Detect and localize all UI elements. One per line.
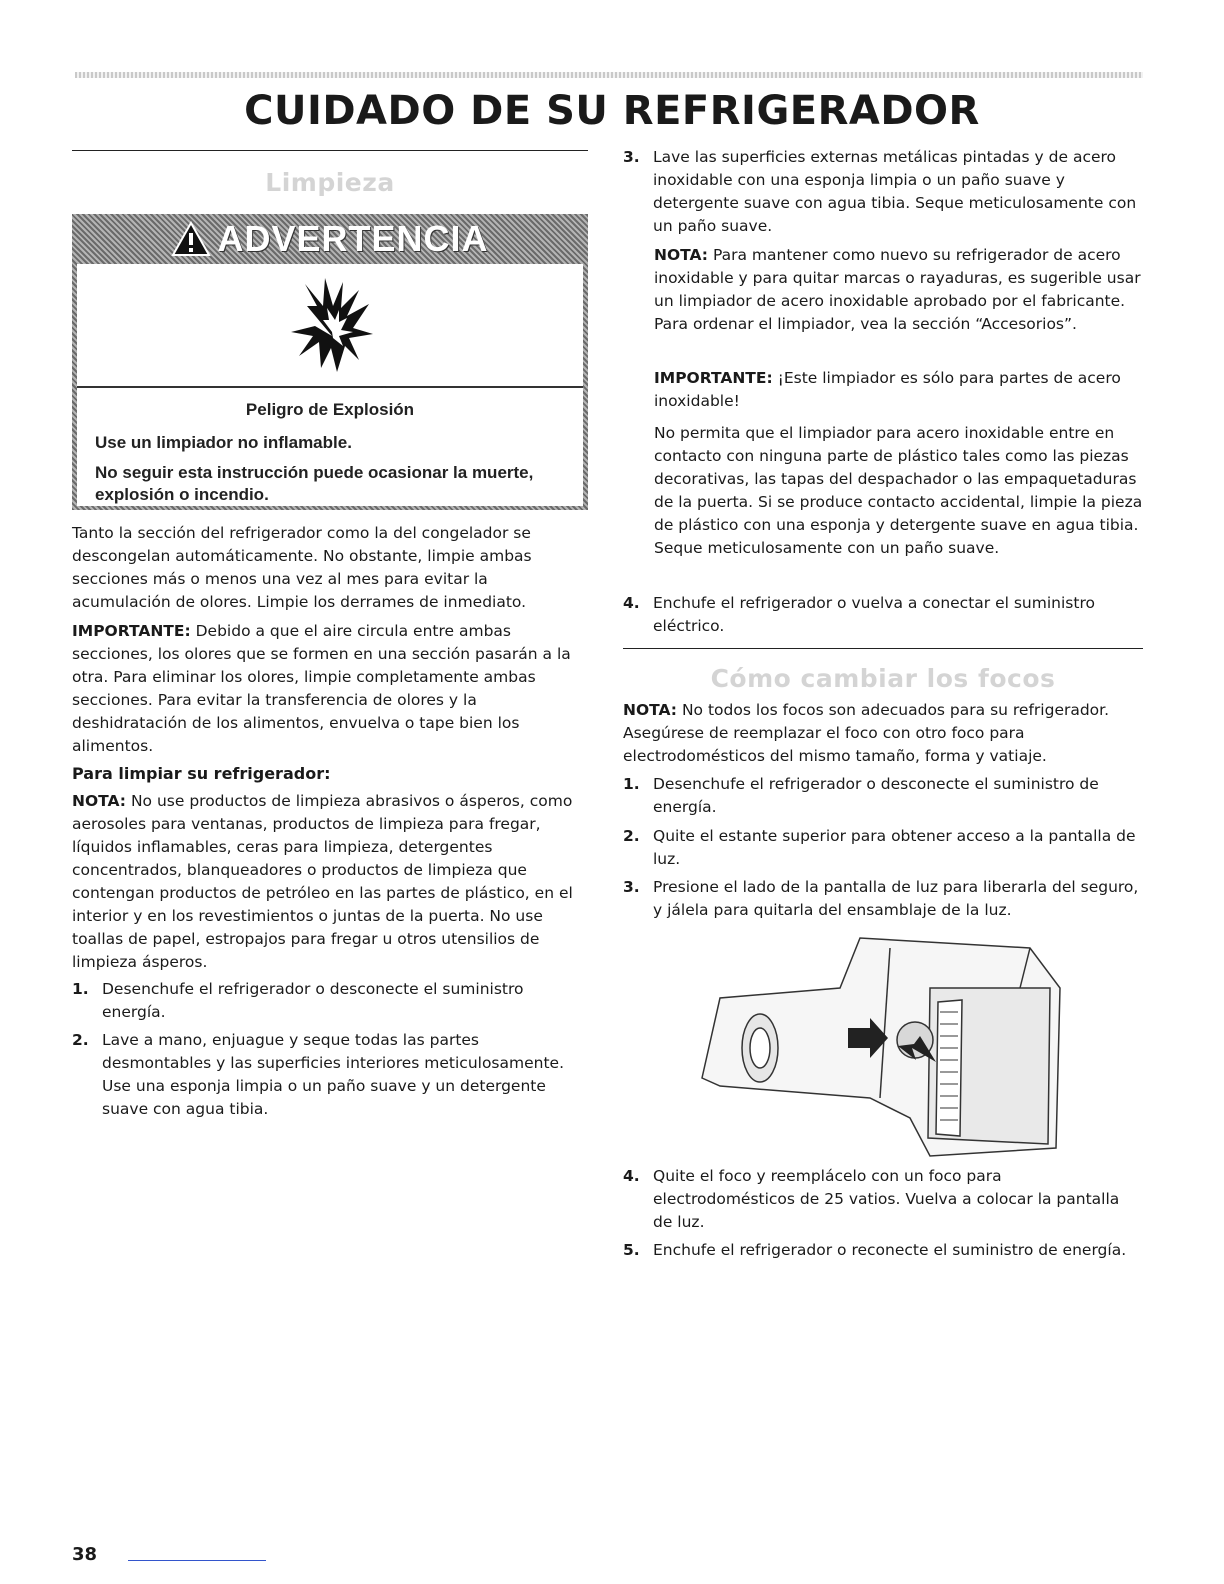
list-item <box>623 876 1143 922</box>
list-item <box>72 978 542 1024</box>
list-number: 2. <box>72 1031 89 1049</box>
section-title-focos: Cómo cambiar los focos <box>710 664 1056 693</box>
footer-rule <box>128 1560 266 1561</box>
list-text: Presione el lado de la pantalla de luz para liberarla del seguro, y jálela para quitarla del ensamblaje de la luz. <box>653 878 1139 919</box>
light-shield-illustration <box>700 928 1072 1158</box>
page-title: CUIDADO DE SU REFRIGERADOR <box>244 88 980 134</box>
warning-box <box>72 214 588 510</box>
explosion-icon-panel <box>77 264 583 388</box>
important-text: Debido a que el aire circula entre ambas secciones, los olores que se formen en una sección pasarán a la otra. Para eliminar los olores, limpie completamente ambas secciones. Para evitar la transferencia de olores y la deshidratación de los alimentos, envuelva o tape bien los alimentos. <box>72 622 571 755</box>
section-divider <box>72 150 588 151</box>
page-number: 38 <box>72 1544 98 1565</box>
step3-nota <box>654 244 1143 336</box>
warning-text-panel <box>77 388 583 506</box>
list-text: Enchufe el refrigerador o reconecte el suministro de energía. <box>653 1241 1127 1259</box>
warning-header-text: ADVERTENCIA <box>217 218 489 259</box>
step3-important <box>654 367 1143 413</box>
list-item <box>623 146 1143 238</box>
list-item <box>72 1029 572 1121</box>
explosion-icon <box>287 276 377 376</box>
list-number: 3. <box>623 878 640 896</box>
section-divider <box>623 648 1143 649</box>
list-item <box>623 1165 1143 1234</box>
paragraph-defrost: Tanto la sección del refrigerador como la del congelador se descongelan automáticamente. No obstante, limpie ambas secciones más o menos una vez al mes para evitar la acumulación de olores. Limpie los derrames de inmediato. <box>72 524 532 611</box>
list-item <box>623 773 1143 819</box>
nota-label: NOTA: <box>654 246 709 264</box>
warning-line-1: Use un limpiador no inflamable. <box>95 433 352 452</box>
nota-text: No use productos de limpieza abrasivos o ásperos, como aerosoles para ventanas, productos de limpieza para fregar, líquidos inflamables, ceras para limpieza, detergentes concentrados, blanqueadores o productos de limpieza que contengan productos de petróleo en las partes de plástico, en el interior y en los revestimientos o juntas de la puerta. No use toallas de papel, estropajos para fregar u otros utensilios de limpieza ásperos. <box>72 792 573 971</box>
list-number: 1. <box>72 980 89 998</box>
list-text: Desenchufe el refrigerador o desconecte el suministro energía. <box>102 980 524 1021</box>
nota-text: Para mantener como nuevo su refrigerador de acero inoxidable y para quitar marcas o rayaduras, es sugerible usar un limpiador de acero inoxidable aprobado por el fabricante. Para ordenar el limpiador, vea la sección “Accesorios”. <box>654 246 1141 333</box>
focos-nota <box>623 699 1143 768</box>
section-title-limpieza: Limpieza <box>265 168 395 197</box>
warning-hazard-title: Peligro de Explosión <box>245 400 415 419</box>
list-text: Desenchufe el refrigerador o desconecte el suministro de energía. <box>653 775 1099 816</box>
list-text: Lave a mano, enjuague y seque todas las partes desmontables y las superficies interiores meticulosamente. Use una esponja limpia o un paño suave y un detergente suave con agua tibia. <box>102 1031 565 1118</box>
warning-line-2: No seguir esta instrucción puede ocasionar la muerte, explosión o incendio. <box>95 463 534 504</box>
list-text: Quite el foco y reemplácelo con un foco para electrodomésticos de 25 vatios. Vuelva a colocar la pantalla de luz. <box>653 1167 1120 1231</box>
paragraph-nota <box>72 790 588 974</box>
list-number: 2. <box>623 827 640 845</box>
cleaning-subhead: Para limpiar su refrigerador: <box>72 764 331 783</box>
nota-text: No todos los focos son adecuados para su refrigerador. Asegúrese de reemplazar el foco con otro foco para electrodomésticos del mismo tamaño, forma y vatiaje. <box>623 701 1110 765</box>
warning-header <box>72 214 588 264</box>
top-decorative-rule <box>75 72 1143 78</box>
paragraph-important <box>72 620 588 758</box>
important-text: ¡Este limpiador es sólo para partes de acero inoxidable! <box>654 369 1121 410</box>
list-item <box>623 592 1143 638</box>
list-number: 3. <box>623 148 640 166</box>
list-text: Lave las superficies externas metálicas pintadas y de acero inoxidable con una esponja limpia o un paño suave y detergente suave con agua tibia. Seque meticulosamente con un paño suave. <box>653 148 1137 235</box>
list-text: Quite el estante superior para obtener acceso a la pantalla de luz. <box>653 827 1136 868</box>
list-item <box>623 825 1143 871</box>
nota-label: NOTA: <box>623 701 678 719</box>
nota-label: NOTA: <box>72 792 127 810</box>
important-label: IMPORTANTE: <box>654 369 773 387</box>
list-text: Enchufe el refrigerador o vuelva a conectar el suministro eléctrico. <box>653 594 1095 635</box>
important-label: IMPORTANTE: <box>72 622 191 640</box>
list-number: 4. <box>623 594 640 612</box>
list-number: 1. <box>623 775 640 793</box>
step3-extra: No permita que el limpiador para acero inoxidable entre en contacto con ninguna parte de plástico tales como las piezas decorativas, las tapas del despachador o las empaquetaduras de la puerta. Si se produce contacto accidental, limpie la pieza de plástico con una esponja y detergente suave en agua tibia. Seque meticulosamente con un paño suave. <box>654 424 1143 557</box>
list-item <box>623 1239 1143 1262</box>
list-number: 5. <box>623 1241 640 1259</box>
warning-triangle-icon <box>171 221 211 257</box>
list-number: 4. <box>623 1167 640 1185</box>
